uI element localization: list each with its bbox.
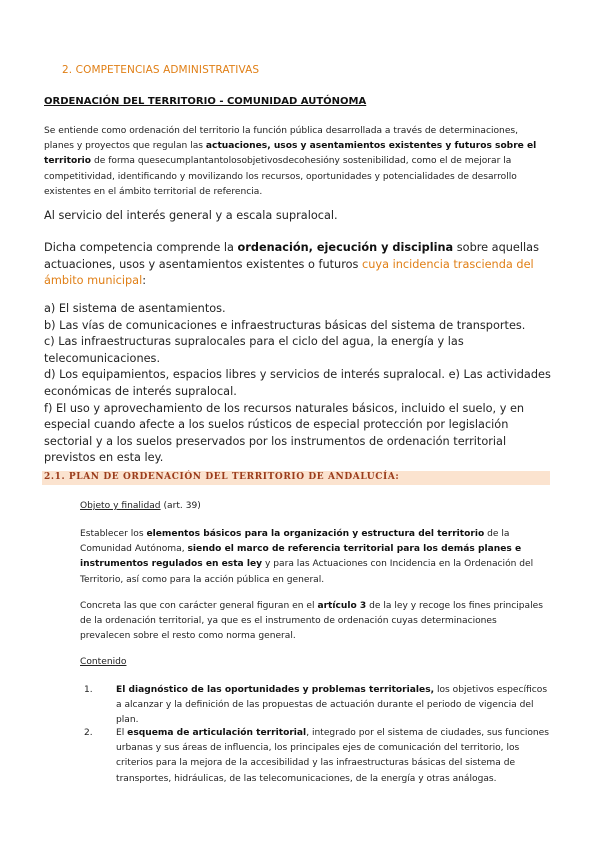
establecer-text-2: de la Comunidad Autónoma, [80, 529, 510, 555]
intro-text-cont: de forma quesecumplantantolosobjetivosdecohesióny sostenibilidad, como el de mejorar la competitividad, identificando y movilizando los recursos, oportunidades y potencialidades de desarrollo existentes en el ámbito territorial de referencia. [44, 156, 517, 197]
contenido-label: Contenido [80, 657, 127, 667]
establecer-paragraph [80, 527, 548, 588]
concreta-bold: artículo 3 [317, 601, 367, 611]
item-text: los objetivos específicos a alcanzar y la definición de las propuestas de actuación durante el periodo de vigencia del plan. [116, 685, 548, 726]
subsection-title: ORDENACIÓN DEL TERRITORIO - COMUNIDAD AUTÓNOMA [44, 96, 367, 107]
concreta-text: Concreta las que con carácter general figuran en el [80, 601, 318, 611]
establecer-text-3: y para las Actuaciones con Incidencia en la Ordenación del Territorio, así como para la acción pública en general. [80, 559, 534, 585]
intro-bold: actuaciones, usos y asentamientos existentes y futuros sobre el territorio [44, 141, 537, 167]
establecer-text: Establecer los [80, 529, 147, 539]
letters-list [44, 301, 554, 467]
objeto-label: Objeto y finalidad [80, 501, 161, 511]
establecer-bold-1: elementos básicos para la organización y estructura del territorio [146, 529, 485, 539]
letter-item-c: c) Las infraestructuras supralocales para el ciclo del agua, la energía y las telecomunicaciones. [44, 335, 464, 365]
competence-colon: : [142, 274, 147, 288]
letter-item-f: f) El uso y aprovechamiento de los recursos naturales básicos, incluido el suelo, y en especial cuando afecte a los suelos rústicos de especial protección por legislación sectorial y a los suelos preservados por los instrumentos de ordenación territorial previstos en esta ley. [44, 401, 525, 465]
item-bold: esquema de articulación territorial [127, 728, 307, 738]
establecer-bold-2: siendo el marco de referencia territorial para los demás planes e instrumentos regulados en esta ley [80, 544, 522, 570]
item-text: , integrado por el sistema de ciudades, sus funciones urbanas y sus áreas de influencia, los principales ejes de comunicación del territorio, los criterios para la mejora de la accesibilidad y las infraestructuras básicas del sistema de transportes, hidráulicas, de las telecomunicaciones, de la energía y otras análogas. [116, 728, 550, 784]
list-number: 2. [84, 728, 93, 738]
letter-item-d: d) Los equipamientos, espacios libres y servicios de interés supralocal. e) Las actividades económicas de interés supralocal. [44, 368, 551, 398]
objeto-line [80, 499, 548, 514]
section-title: 2. COMPETENCIAS ADMINISTRATIVAS [62, 64, 260, 76]
item-bold: El diagnóstico de las oportunidades y problemas territoriales, [116, 685, 435, 695]
plan-heading-text: 2.1. PLAN DE ORDENACIÓN DEL TERRITORIO DE ANDALUCÍA: [44, 472, 400, 482]
contenido-item-1 [84, 683, 550, 729]
item-prefix: El [116, 728, 128, 738]
intro-paragraph [44, 124, 550, 200]
list-number: 1. [84, 685, 93, 695]
list-text [98, 726, 550, 787]
intro-text: Se entiende como ordenación del territorio la función pública desarrollada a través de determinaciones, planes y proyectos que regulan las [44, 126, 519, 152]
competence-text: Dicha competencia comprende la [44, 241, 238, 254]
concreta-paragraph [80, 599, 548, 645]
service-line: Al servicio del interés general y a escala supralocal. [44, 209, 338, 222]
contenido-item-2 [84, 726, 550, 787]
competence-highlight: cuya incidencia trascienda del ámbito municipal [44, 257, 534, 288]
letter-item-a: a) El sistema de asentamientos. [44, 302, 226, 315]
letter-item-b: b) Las vías de comunicaciones e infraestructuras básicas del sistema de transportes. [44, 318, 526, 332]
plan-heading [42, 471, 550, 485]
objeto-ref: (art. 39) [160, 501, 201, 511]
competence-bold: ordenación, ejecución y disciplina [237, 241, 454, 254]
competence-text-cont: sobre aquellas actuaciones, usos y asentamientos existentes o futuros [44, 241, 539, 271]
competence-paragraph [44, 240, 554, 290]
list-text [98, 683, 550, 729]
concreta-text-2: de la ley y recoge los fines principales de la ordenación territorial, ya que es el instrumento de ordenación cuyas determinaciones prevalecen sobre el resto como norma general. [80, 601, 543, 642]
